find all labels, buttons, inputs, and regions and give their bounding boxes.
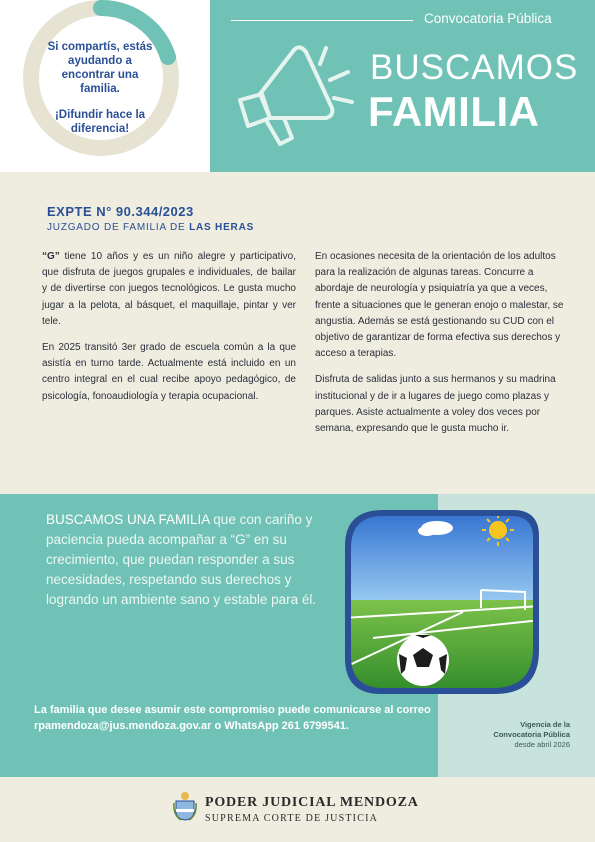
share-message-line2: ¡Difundir hace la diferencia! <box>54 109 146 135</box>
validity-line2: Convocatoria Pública <box>493 730 570 739</box>
paragraph-4: Disfruta de salidas junto a sus hermanos y su madrina institucional y de ir a lugares de juego como plazas y parques. Asiste actualmente a voley dos veces por semana, expresando que le gusta mucho ir. <box>315 374 556 435</box>
paragraph-3: En ocasiones necesita de la orientación de los adultos para la realización de algunas tareas. Concurre a abordaje de neurología y psiquiatría ya que a veces, frente a situaciones que le generan enojo o malestar, se angustia. Además se está gestionando su CUD con el objetivo de garantizar de forma efectiva sus derechos y acceso a terapias. <box>315 251 564 360</box>
institution-subtitle: SUPREMA CORTE DE JUSTICIA <box>205 813 379 824</box>
validity-line1: Vigencia de la <box>520 720 570 729</box>
court-place: LAS HERAS <box>189 222 255 233</box>
paragraph-2: En 2025 transitó 3er grado de escuela común a la que asistía en turno tarde. Actualmente está incluido en un centro integral en el cual recibe apoyo pedagógico, de psicología, fonoaudiología y terapia ocupacional. <box>42 342 296 402</box>
institution-name: PODER JUDICIAL MENDOZA <box>205 795 419 810</box>
validity-note <box>460 720 570 750</box>
body-right-column <box>315 249 569 447</box>
coat-of-arms-icon <box>173 791 197 821</box>
title-line1: BUSCAMOS <box>370 48 579 87</box>
family-appeal <box>46 510 342 610</box>
court-name <box>47 222 254 233</box>
court-prefix: JUZGADO DE FAMILIA DE <box>47 222 190 233</box>
child-initial: “G” <box>42 251 60 262</box>
megaphone-icon <box>226 36 358 148</box>
convocatoria-label: Convocatoria Pública <box>424 11 552 26</box>
appeal-lead: BUSCAMOS UNA FAMILIA <box>46 512 210 527</box>
body-left-column <box>42 249 296 415</box>
contact-info: La familia que desee asumir este compromiso puede comunicarse al correo rpamendoza@jus.mendoza.gov.ar o WhatsApp 261 6799541. <box>34 704 431 732</box>
header-divider <box>231 20 413 21</box>
paragraph-1 <box>42 249 296 330</box>
validity-line3: desde abril 2026 <box>514 740 570 749</box>
paragraph-1-text: tiene 10 años y es un niño alegre y participativo, que disfruta de juegos grupales e individuales, de bailar y de divertirse con juegos tecnológicos. Le gusta mucho jugar a la pelota, al básquet, el maquillaje, pintar y ver tele. <box>42 251 296 327</box>
case-number: EXPTE N° 90.344/2023 <box>47 204 194 219</box>
soccer-field-photo <box>343 508 541 696</box>
share-message-line1: Si compartís, estás ayudando a encontrar una familia. <box>47 41 153 95</box>
title-line2: FAMILIA <box>368 88 540 135</box>
appeal-text: que con cariño y paciencia pueda acompañar a “G” en su crecimiento, que puedan responder a sus necesidades, respetando sus derechos y logrando un ambiente sano y estable para él. <box>46 512 317 607</box>
share-message <box>45 40 155 148</box>
